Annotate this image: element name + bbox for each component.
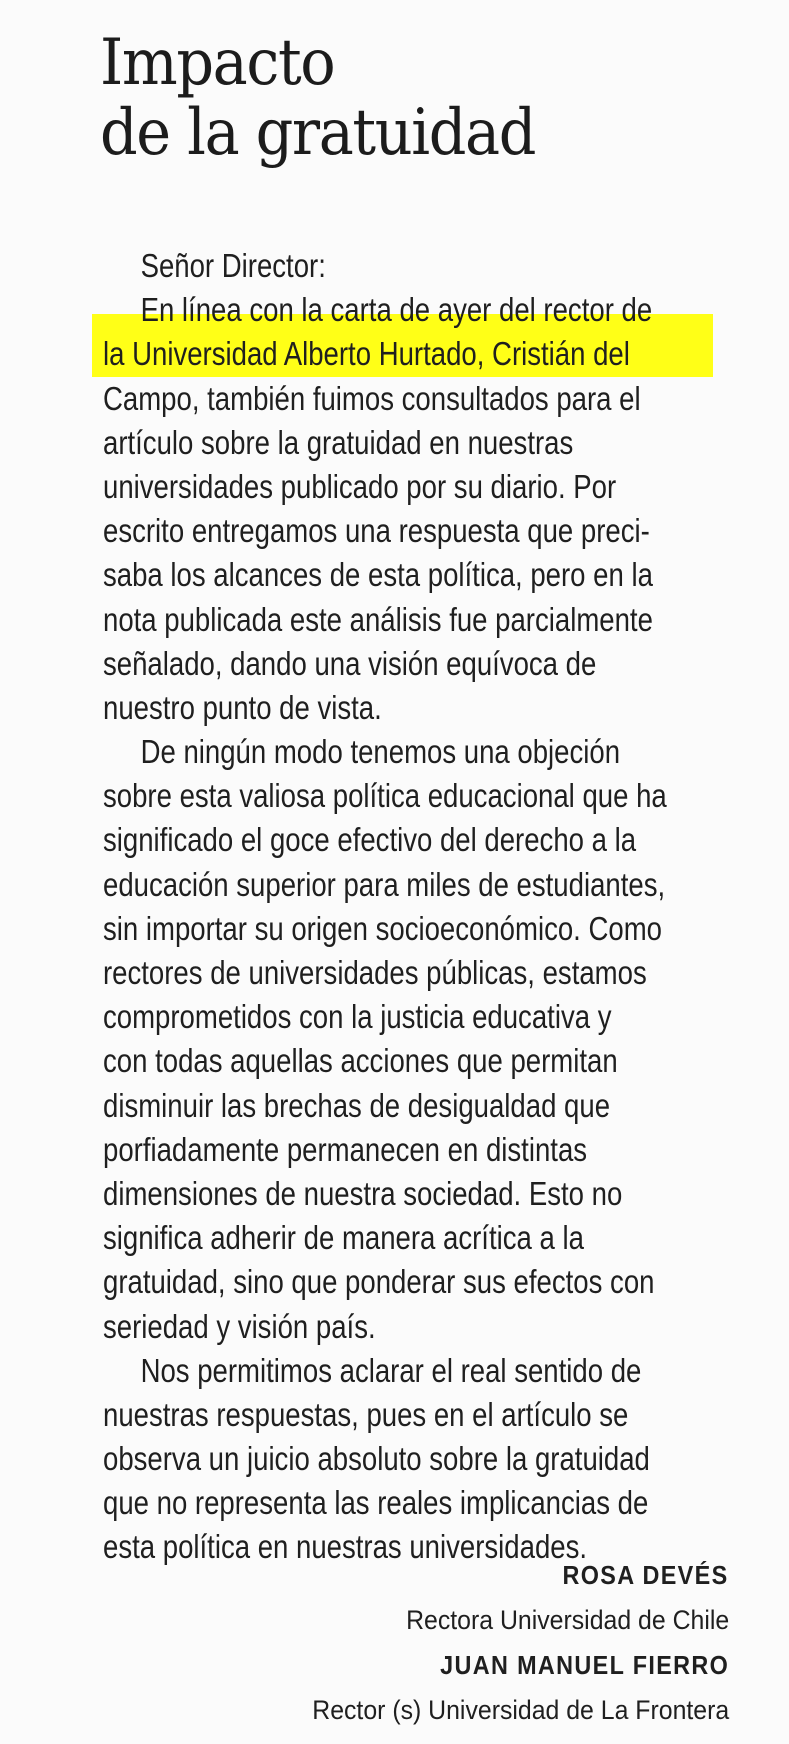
paragraph-line: artículo sobre la gratuidad en nuestras <box>103 423 574 461</box>
paragraph-line: observa un juicio absoluto sobre la gratuidad <box>103 1440 650 1478</box>
highlighted-line: la Universidad Alberto Hurtado, Cristián del <box>103 335 630 373</box>
paragraph-line: disminuir las brechas de desigualdad que <box>103 1086 611 1124</box>
paragraph-line: significa adherir de manera acrítica a la <box>103 1219 584 1257</box>
signatory-name-1: ROSA DEVÉS <box>562 1560 729 1590</box>
salutation: Señor Director: <box>140 247 326 284</box>
paragraph-line: Nos permitimos aclarar el real sentido de <box>140 1351 642 1389</box>
paragraph-line: sobre esta valiosa política educacional que ha <box>103 777 667 815</box>
headline-line-2: de la gratuidad <box>100 96 536 170</box>
paragraph-line: educación superior para miles de estudiantes, <box>103 865 666 903</box>
signatory-name-2: JUAN MANUEL FIERRO <box>439 1650 729 1680</box>
paragraph-line: Campo, también fuimos consultados para el <box>103 379 641 417</box>
paragraph-line: nota publicada este análisis fue parcialmente <box>103 600 653 638</box>
paragraph-line: sin importar su origen socioeconómico. Como <box>103 909 663 947</box>
paragraph-line: En línea con la carta de ayer del rector de <box>140 291 653 329</box>
paragraph-line: señalado, dando una visión equívoca de <box>103 644 597 682</box>
paragraph-line: seriedad y visión país. <box>103 1307 376 1345</box>
paragraph-line: gratuidad, sino que ponderar sus efectos con <box>103 1263 655 1301</box>
headline <box>100 28 670 168</box>
paragraph-line: nuestras respuestas, pues en el artículo se <box>103 1395 629 1433</box>
paragraph-line: significado el goce efectivo del derecho a la <box>103 821 637 859</box>
paragraph-line: saba los alcances de esta política, pero en la <box>103 556 653 594</box>
paragraph-line: con todas aquellas acciones que permitan <box>103 1042 618 1080</box>
signatory-title-1: Rectora Universidad de Chile <box>405 1605 729 1635</box>
signatory-title-2: Rector (s) Universidad de La Frontera <box>312 1695 729 1725</box>
paragraph-line: De ningún modo tenemos una objeción <box>140 733 621 771</box>
headline-line-1: Impacto <box>100 26 335 100</box>
paragraph-line: escrito entregamos una respuesta que preci- <box>103 512 650 550</box>
letter-body <box>103 244 743 1570</box>
paragraph-line: dimensiones de nuestra sociedad. Esto no <box>103 1174 623 1212</box>
paragraph-line: universidades publicado por su diario. Por <box>103 467 617 505</box>
paragraph-line: nuestro punto de vista. <box>103 688 382 726</box>
paragraph-line: comprometidos con la justicia educativa y <box>103 998 612 1036</box>
paragraph-line: rectores de universidades públicas, estamos <box>103 954 647 991</box>
paragraph-line: porfiadamente permanecen en distintas <box>103 1130 588 1168</box>
paragraph-line: esta política en nuestras universidades. <box>103 1528 588 1566</box>
paragraph-line: que no representa las reales implicancias de <box>103 1484 649 1522</box>
